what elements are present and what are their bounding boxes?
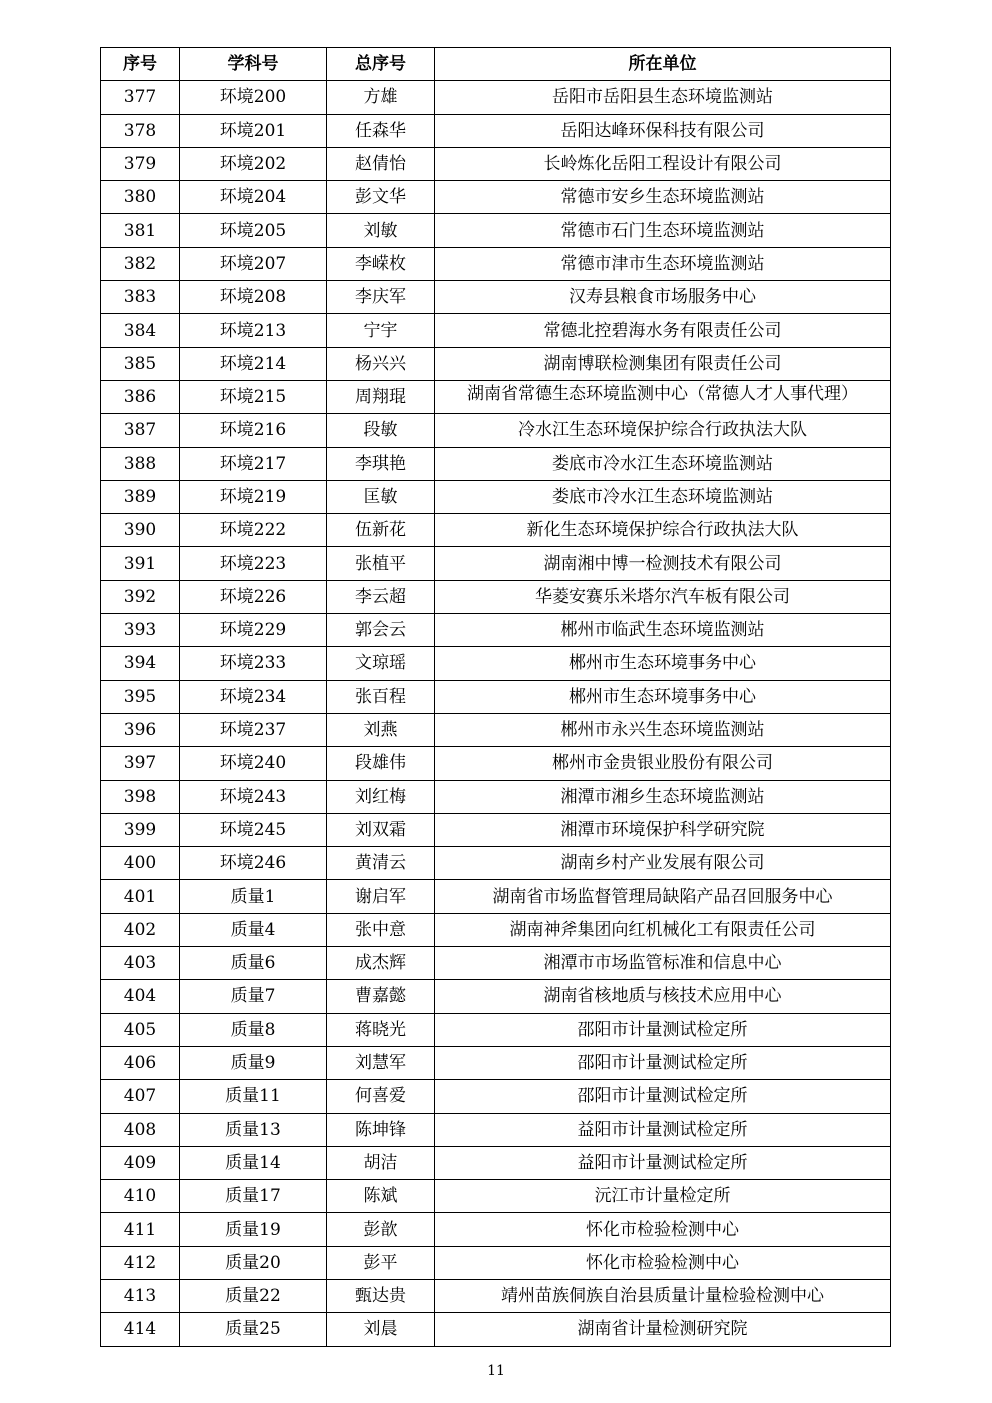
cell-work-unit: 常德市津市生态环境监测站 — [435, 247, 891, 280]
cell-serial-no: 400 — [101, 847, 180, 880]
table-row — [101, 614, 891, 647]
cell-work-unit: 郴州市生态环境事务中心 — [435, 680, 891, 713]
table-row — [101, 1046, 891, 1079]
table-row — [101, 480, 891, 513]
cell-subject-no: 质量8 — [180, 1013, 327, 1046]
cell-serial-no: 382 — [101, 247, 180, 280]
cell-name: 郭会云 — [327, 614, 435, 647]
cell-name: 宁宇 — [327, 314, 435, 347]
cell-subject-no: 环境219 — [180, 480, 327, 513]
cell-work-unit: 湖南博联检测集团有限责任公司 — [435, 347, 891, 380]
header-subject-no: 学科号 — [180, 48, 327, 81]
cell-work-unit: 邵阳市计量测试检定所 — [435, 1013, 891, 1046]
cell-work-unit: 娄底市冷水江生态环境监测站 — [435, 480, 891, 513]
cell-name: 段雄伟 — [327, 747, 435, 780]
cell-subject-no: 质量17 — [180, 1180, 327, 1213]
table-row — [101, 114, 891, 147]
cell-subject-no: 质量25 — [180, 1313, 327, 1346]
cell-subject-no: 环境207 — [180, 247, 327, 280]
cell-subject-no: 环境246 — [180, 847, 327, 880]
cell-subject-no: 质量19 — [180, 1213, 327, 1246]
cell-work-unit: 湘潭市环境保护科学研究院 — [435, 813, 891, 846]
cell-name: 黄清云 — [327, 847, 435, 880]
cell-name: 彭平 — [327, 1246, 435, 1279]
cell-subject-no: 质量11 — [180, 1080, 327, 1113]
cell-work-unit: 湖南乡村产业发展有限公司 — [435, 847, 891, 880]
table-row — [101, 913, 891, 946]
table-row — [101, 1279, 891, 1312]
cell-subject-no: 环境222 — [180, 514, 327, 547]
cell-subject-no: 环境205 — [180, 214, 327, 247]
table-row — [101, 947, 891, 980]
work-unit-text: 湖南省常德生态环境监测中心（常德人才人事代理） — [467, 384, 858, 405]
cell-subject-no: 环境202 — [180, 147, 327, 180]
cell-name: 李庆军 — [327, 281, 435, 314]
cell-name: 成杰辉 — [327, 947, 435, 980]
table-row — [101, 847, 891, 880]
cell-name: 任森华 — [327, 114, 435, 147]
cell-name: 段敏 — [327, 414, 435, 447]
cell-work-unit: 常德市安乡生态环境监测站 — [435, 181, 891, 214]
cell-name: 谢启军 — [327, 880, 435, 913]
cell-subject-no: 环境237 — [180, 713, 327, 746]
table-row — [101, 380, 891, 413]
cell-serial-no: 395 — [101, 680, 180, 713]
cell-work-unit: 郴州市金贵银业股份有限公司 — [435, 747, 891, 780]
cell-name: 刘慧军 — [327, 1046, 435, 1079]
cell-work-unit: 靖州苗族侗族自治县质量计量检验检测中心 — [435, 1279, 891, 1312]
table-row — [101, 1113, 891, 1146]
cell-name: 胡洁 — [327, 1146, 435, 1179]
cell-work-unit: 湖南神斧集团向红机械化工有限责任公司 — [435, 913, 891, 946]
cell-subject-no: 环境223 — [180, 547, 327, 580]
table-row — [101, 314, 891, 347]
cell-name: 曹嘉懿 — [327, 980, 435, 1013]
cell-work-unit: 湖南湘中博一检测技术有限公司 — [435, 547, 891, 580]
cell-serial-no: 414 — [101, 1313, 180, 1346]
cell-serial-no: 407 — [101, 1080, 180, 1113]
cell-name: 李琪艳 — [327, 447, 435, 480]
cell-subject-no: 环境243 — [180, 780, 327, 813]
cell-subject-no: 环境204 — [180, 181, 327, 214]
cell-serial-no: 403 — [101, 947, 180, 980]
cell-name: 蒋晓光 — [327, 1013, 435, 1046]
cell-serial-no: 386 — [101, 380, 180, 413]
cell-name: 方雄 — [327, 81, 435, 114]
cell-subject-no: 环境226 — [180, 580, 327, 613]
cell-serial-no: 381 — [101, 214, 180, 247]
cell-subject-no: 环境200 — [180, 81, 327, 114]
table-row — [101, 1213, 891, 1246]
cell-name: 刘双霜 — [327, 813, 435, 846]
cell-serial-no: 406 — [101, 1046, 180, 1079]
table-row — [101, 81, 891, 114]
table-row — [101, 514, 891, 547]
cell-name: 李嵘枚 — [327, 247, 435, 280]
cell-work-unit: 怀化市检验检测中心 — [435, 1213, 891, 1246]
cell-serial-no: 404 — [101, 980, 180, 1013]
cell-name: 张百程 — [327, 680, 435, 713]
cell-work-unit: 华菱安赛乐米塔尔汽车板有限公司 — [435, 580, 891, 613]
cell-name: 彭文华 — [327, 181, 435, 214]
cell-subject-no: 质量22 — [180, 1279, 327, 1312]
table-row — [101, 447, 891, 480]
page-number: 11 — [487, 1363, 505, 1379]
cell-work-unit: 怀化市检验检测中心 — [435, 1246, 891, 1279]
cell-serial-no: 378 — [101, 114, 180, 147]
cell-serial-no: 412 — [101, 1246, 180, 1279]
cell-subject-no: 质量1 — [180, 880, 327, 913]
cell-serial-no: 413 — [101, 1279, 180, 1312]
cell-subject-no: 环境240 — [180, 747, 327, 780]
cell-name: 杨兴兴 — [327, 347, 435, 380]
cell-name: 周翔琨 — [327, 380, 435, 413]
table-row — [101, 1080, 891, 1113]
cell-name: 赵倩怡 — [327, 147, 435, 180]
cell-serial-no: 396 — [101, 713, 180, 746]
header-work-unit: 所在单位 — [435, 48, 891, 81]
cell-work-unit: 新化生态环境保护综合行政执法大队 — [435, 514, 891, 547]
cell-work-unit: 常德北控碧海水务有限责任公司 — [435, 314, 891, 347]
cell-work-unit: 邵阳市计量测试检定所 — [435, 1080, 891, 1113]
cell-work-unit: 湘潭市市场监管标准和信息中心 — [435, 947, 891, 980]
cell-work-unit: 常德市石门生态环境监测站 — [435, 214, 891, 247]
cell-serial-no: 380 — [101, 181, 180, 214]
cell-serial-no: 397 — [101, 747, 180, 780]
cell-name: 刘红梅 — [327, 780, 435, 813]
cell-subject-no: 质量7 — [180, 980, 327, 1013]
cell-subject-no: 环境229 — [180, 614, 327, 647]
cell-serial-no: 410 — [101, 1180, 180, 1213]
table-row — [101, 1180, 891, 1213]
table-header-row — [101, 48, 891, 81]
cell-work-unit: 郴州市临武生态环境监测站 — [435, 614, 891, 647]
table-row — [101, 414, 891, 447]
cell-serial-no: 387 — [101, 414, 180, 447]
cell-work-unit: 邵阳市计量测试检定所 — [435, 1046, 891, 1079]
cell-serial-no: 398 — [101, 780, 180, 813]
cell-name: 匡敏 — [327, 480, 435, 513]
cell-name: 张植平 — [327, 547, 435, 580]
table-row — [101, 1313, 891, 1346]
table-row — [101, 181, 891, 214]
table-row — [101, 713, 891, 746]
cell-name: 刘燕 — [327, 713, 435, 746]
cell-serial-no: 401 — [101, 880, 180, 913]
table-row — [101, 580, 891, 613]
table-row — [101, 747, 891, 780]
table-row — [101, 247, 891, 280]
cell-subject-no: 环境217 — [180, 447, 327, 480]
table-row — [101, 281, 891, 314]
cell-work-unit: 郴州市生态环境事务中心 — [435, 647, 891, 680]
cell-work-unit: 益阳市计量测试检定所 — [435, 1146, 891, 1179]
cell-subject-no: 环境216 — [180, 414, 327, 447]
cell-serial-no: 393 — [101, 614, 180, 647]
cell-subject-no: 环境214 — [180, 347, 327, 380]
table-row — [101, 1013, 891, 1046]
cell-serial-no: 405 — [101, 1013, 180, 1046]
cell-serial-no: 383 — [101, 281, 180, 314]
cell-work-unit: 湖南省市场监督管理局缺陷产品召回服务中心 — [435, 880, 891, 913]
cell-subject-no: 质量14 — [180, 1146, 327, 1179]
cell-serial-no: 411 — [101, 1213, 180, 1246]
cell-serial-no: 377 — [101, 81, 180, 114]
cell-subject-no: 环境245 — [180, 813, 327, 846]
cell-work-unit: 益阳市计量测试检定所 — [435, 1113, 891, 1146]
cell-subject-no: 环境213 — [180, 314, 327, 347]
cell-subject-no: 质量13 — [180, 1113, 327, 1146]
cell-subject-no: 环境208 — [180, 281, 327, 314]
cell-name: 甄达贵 — [327, 1279, 435, 1312]
cell-name: 伍新花 — [327, 514, 435, 547]
cell-work-unit: 沅江市计量检定所 — [435, 1180, 891, 1213]
cell-name: 彭歆 — [327, 1213, 435, 1246]
table-row — [101, 680, 891, 713]
table-row — [101, 547, 891, 580]
cell-serial-no: 388 — [101, 447, 180, 480]
cell-name: 文琼瑶 — [327, 647, 435, 680]
cell-work-unit: 冷水江生态环境保护综合行政执法大队 — [435, 414, 891, 447]
cell-subject-no: 质量6 — [180, 947, 327, 980]
cell-subject-no: 环境233 — [180, 647, 327, 680]
cell-serial-no: 402 — [101, 913, 180, 946]
cell-work-unit: 长岭炼化岳阳工程设计有限公司 — [435, 147, 891, 180]
cell-name: 何喜爱 — [327, 1080, 435, 1113]
table-row — [101, 147, 891, 180]
table-row — [101, 880, 891, 913]
table-row — [101, 347, 891, 380]
cell-serial-no: 390 — [101, 514, 180, 547]
cell-work-unit: 岳阳达峰环保科技有限公司 — [435, 114, 891, 147]
table-row — [101, 214, 891, 247]
cell-work-unit: 湘潭市湘乡生态环境监测站 — [435, 780, 891, 813]
cell-work-unit — [435, 380, 891, 413]
cell-serial-no: 385 — [101, 347, 180, 380]
table-row — [101, 1146, 891, 1179]
personnel-table — [100, 47, 891, 1347]
cell-subject-no: 质量4 — [180, 913, 327, 946]
cell-serial-no: 408 — [101, 1113, 180, 1146]
cell-serial-no: 392 — [101, 580, 180, 613]
cell-work-unit: 湖南省核地质与核技术应用中心 — [435, 980, 891, 1013]
cell-name: 刘晨 — [327, 1313, 435, 1346]
cell-work-unit: 汉寿县粮食市场服务中心 — [435, 281, 891, 314]
cell-work-unit: 郴州市永兴生态环境监测站 — [435, 713, 891, 746]
cell-serial-no: 399 — [101, 813, 180, 846]
header-serial-no: 序号 — [101, 48, 180, 81]
table-row — [101, 780, 891, 813]
cell-subject-no: 环境234 — [180, 680, 327, 713]
cell-name: 李云超 — [327, 580, 435, 613]
cell-name: 陈斌 — [327, 1180, 435, 1213]
table-row — [101, 647, 891, 680]
header-total-serial-no: 总序号 — [327, 48, 435, 81]
cell-work-unit: 娄底市冷水江生态环境监测站 — [435, 447, 891, 480]
cell-work-unit: 湖南省计量检测研究院 — [435, 1313, 891, 1346]
cell-subject-no: 质量9 — [180, 1046, 327, 1079]
cell-subject-no: 环境201 — [180, 114, 327, 147]
cell-subject-no: 质量20 — [180, 1246, 327, 1279]
table-row — [101, 1246, 891, 1279]
cell-work-unit: 岳阳市岳阳县生态环境监测站 — [435, 81, 891, 114]
cell-name: 刘敏 — [327, 214, 435, 247]
table-row — [101, 980, 891, 1013]
cell-serial-no: 391 — [101, 547, 180, 580]
cell-subject-no: 环境215 — [180, 380, 327, 413]
cell-serial-no: 384 — [101, 314, 180, 347]
cell-serial-no: 379 — [101, 147, 180, 180]
table-row — [101, 813, 891, 846]
cell-serial-no: 409 — [101, 1146, 180, 1179]
cell-serial-no: 389 — [101, 480, 180, 513]
cell-name: 张中意 — [327, 913, 435, 946]
cell-name: 陈坤锋 — [327, 1113, 435, 1146]
cell-serial-no: 394 — [101, 647, 180, 680]
